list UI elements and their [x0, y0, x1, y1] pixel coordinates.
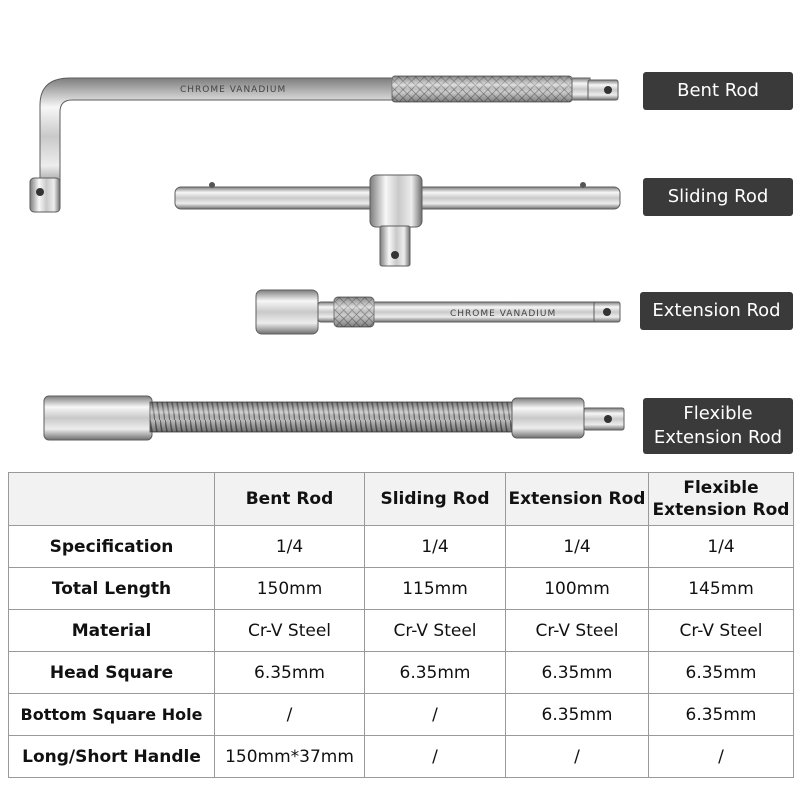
table-cell: Cr-V Steel [215, 610, 365, 652]
table-row [9, 694, 794, 736]
table-cell: 6.35mm [506, 652, 649, 694]
table-cell: 115mm [365, 568, 506, 610]
header-corner [9, 473, 215, 526]
sliding-rod-label: Sliding Rod [643, 178, 793, 216]
table-cell: 100mm [506, 568, 649, 610]
row-label: Bottom Square Hole [9, 694, 215, 736]
header-bent-rod: Bent Rod [215, 473, 365, 526]
row-label: Total Length [9, 568, 215, 610]
table-row [9, 736, 794, 778]
table-row [9, 652, 794, 694]
table-row [9, 610, 794, 652]
flexible-extension-rod-label [643, 398, 793, 454]
table-cell: 6.35mm [365, 652, 506, 694]
bent-rod-label: Bent Rod [643, 72, 793, 110]
table-cell: / [365, 694, 506, 736]
table-row [9, 568, 794, 610]
specification-table [8, 472, 794, 778]
table-row [9, 526, 794, 568]
flexible-label-line2: Extension Rod [653, 427, 783, 448]
table-cell: / [506, 736, 649, 778]
extension-rod-marking: CHROME VANADIUM [450, 309, 557, 319]
row-label: Specification [9, 526, 215, 568]
extension-rod-image [256, 290, 620, 334]
table-cell: / [365, 736, 506, 778]
flexible-label-line1: Flexible [683, 403, 753, 424]
table-cell: 150mm*37mm [215, 736, 365, 778]
table-cell: 1/4 [365, 526, 506, 568]
sliding-rod-image [175, 175, 620, 266]
bent-rod-marking: CHROME VANADIUM [180, 85, 287, 95]
table-cell: Cr-V Steel [506, 610, 649, 652]
header-extension-rod: Extension Rod [506, 473, 649, 526]
table-header-row [9, 473, 794, 526]
table-cell: Cr-V Steel [365, 610, 506, 652]
table-cell: 6.35mm [506, 694, 649, 736]
table-cell: Cr-V Steel [649, 610, 794, 652]
extension-rod-label: Extension Rod [640, 292, 793, 330]
row-label: Long/Short Handle [9, 736, 215, 778]
flexible-extension-rod-image [44, 396, 624, 440]
table-cell: 150mm [215, 568, 365, 610]
table-cell: 6.35mm [215, 652, 365, 694]
table-cell: 1/4 [649, 526, 794, 568]
table-cell: 6.35mm [649, 652, 794, 694]
header-flexible-extension-rod: Flexible Extension Rod [649, 473, 794, 526]
table-cell: / [649, 736, 794, 778]
table-cell: 1/4 [215, 526, 365, 568]
row-label: Material [9, 610, 215, 652]
table-cell: 1/4 [506, 526, 649, 568]
table-cell: 6.35mm [649, 694, 794, 736]
table-cell: / [215, 694, 365, 736]
header-sliding-rod: Sliding Rod [365, 473, 506, 526]
row-label: Head Square [9, 652, 215, 694]
table-cell: 145mm [649, 568, 794, 610]
